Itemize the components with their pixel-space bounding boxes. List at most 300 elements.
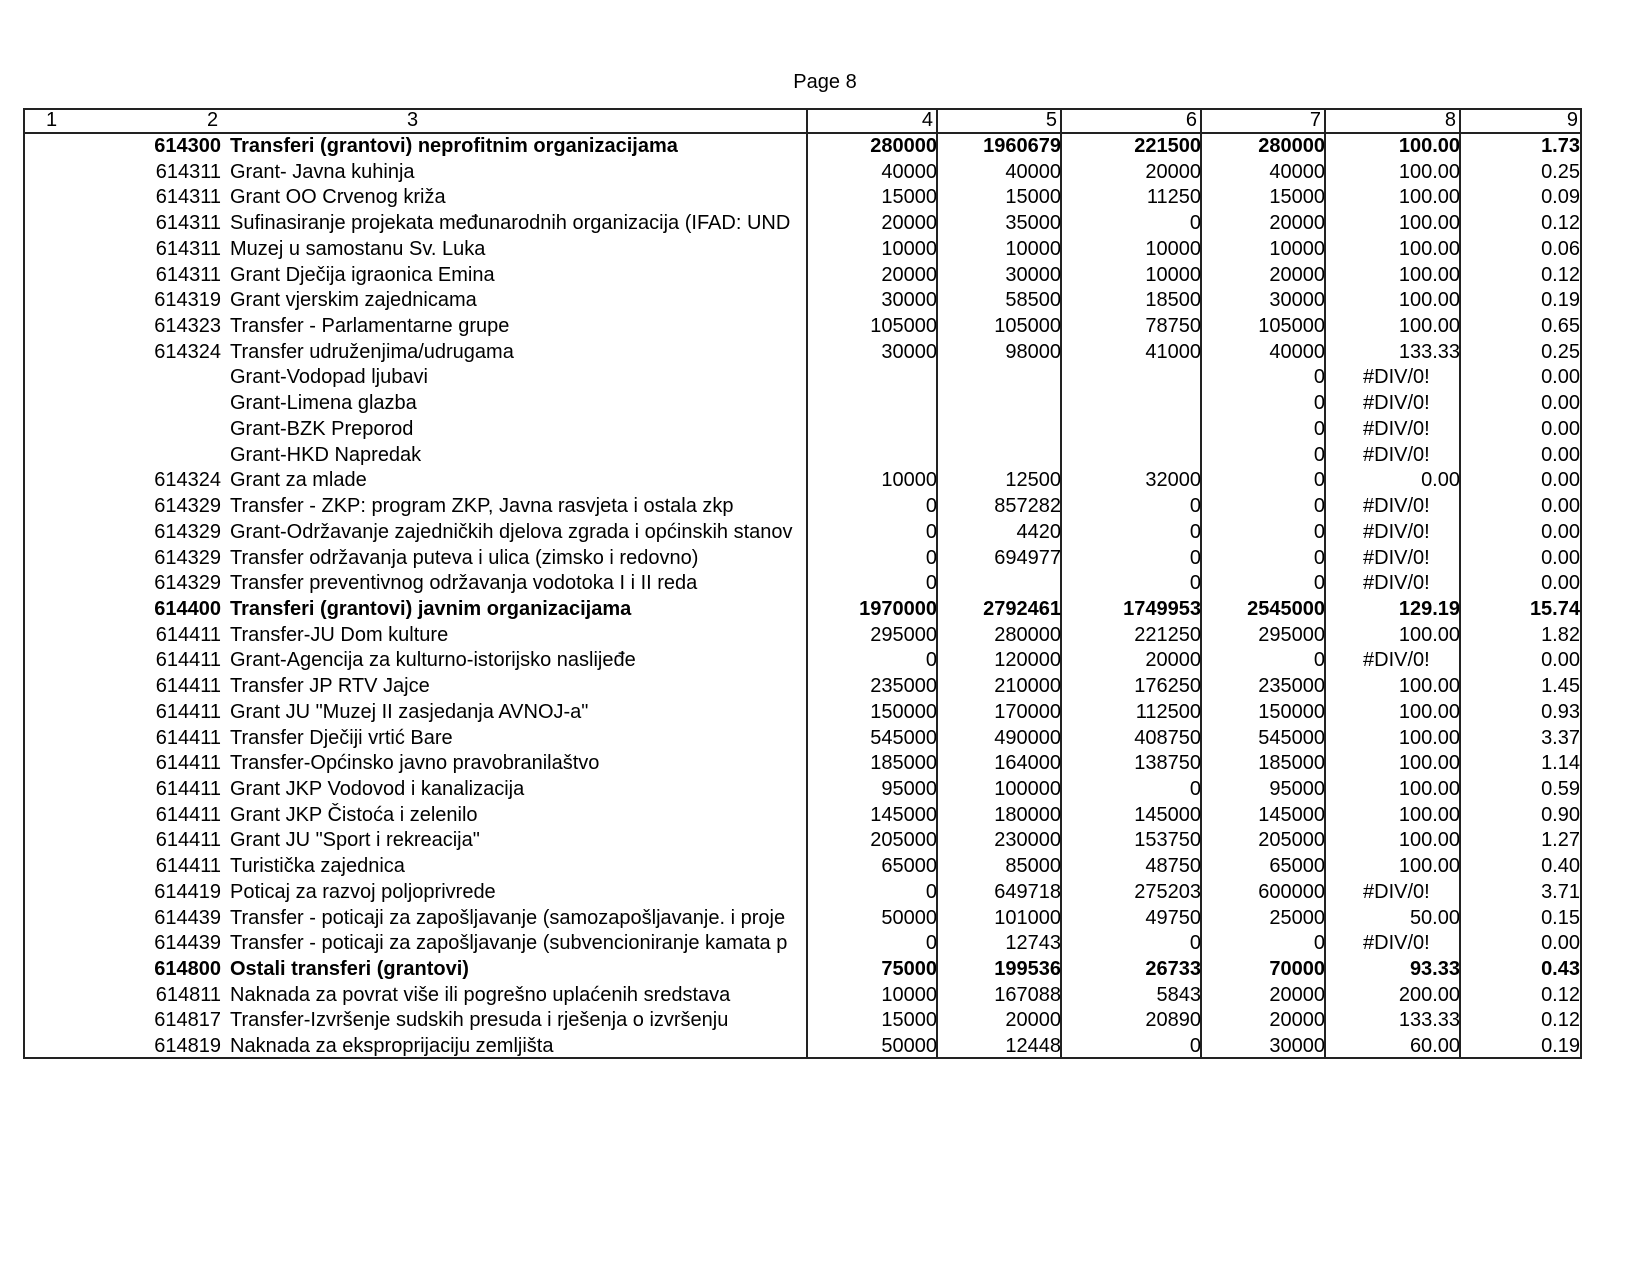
table-row xyxy=(25,263,1580,289)
col-9-value: 0.00 xyxy=(1541,649,1580,672)
col-6-value: 10000 xyxy=(1145,237,1201,260)
col-8-value: 100.00 xyxy=(1398,160,1460,183)
col-8-value: 100.00 xyxy=(1398,289,1460,312)
col-9-value: 0.00 xyxy=(1541,572,1580,595)
col-6-value: 0 xyxy=(1189,778,1201,800)
col-5-value: 10000 xyxy=(1005,237,1061,260)
account-code: 614319 xyxy=(154,289,221,312)
col-6-value: 275203 xyxy=(1134,880,1201,903)
col-5-value: 2792461 xyxy=(983,597,1061,620)
col-6-value: 1749953 xyxy=(1123,597,1201,620)
col-6-value: 10000 xyxy=(1145,263,1201,286)
col-8-value: #DIV/0! xyxy=(1363,495,1430,518)
table-row xyxy=(25,1034,1580,1060)
col-8-value: #DIV/0! xyxy=(1363,366,1430,389)
col-5-value: 30000 xyxy=(1005,263,1061,286)
col-9-value: 1.45 xyxy=(1541,675,1580,698)
table-row xyxy=(25,417,1580,443)
col-6-value: 26733 xyxy=(1145,958,1201,981)
col-4-value: 280000 xyxy=(870,135,937,157)
col-7-value: 40000 xyxy=(1269,340,1325,363)
col-4-value: 50000 xyxy=(881,1035,937,1058)
col-7-value: 95000 xyxy=(1269,778,1325,800)
col-5-value: 857282 xyxy=(994,495,1061,518)
description: Transfer - Parlamentarne grupe xyxy=(230,315,510,338)
table-row xyxy=(25,751,1580,777)
account-code: 614411 xyxy=(155,649,221,672)
description: Transfer - poticaji za zapošljavanje (samozapošljavanje. i proje xyxy=(230,906,786,929)
table-row xyxy=(25,340,1580,366)
col-4-value: 0 xyxy=(925,572,937,595)
table-row xyxy=(25,777,1580,803)
col-7-value: 30000 xyxy=(1269,289,1325,312)
account-code: 614329 xyxy=(154,572,221,595)
col-8-value: 93.33 xyxy=(1409,958,1460,981)
account-code: 614411 xyxy=(155,829,221,852)
description: Transfer preventivnog održavanja vodotoka I i II reda xyxy=(230,572,698,595)
table-row xyxy=(25,185,1580,211)
col-8-value: 60.00 xyxy=(1409,1035,1460,1058)
col-8-value: 200.00 xyxy=(1398,983,1460,1006)
account-code: 614411 xyxy=(155,623,221,646)
table-row xyxy=(25,828,1580,854)
col-4-value: 15000 xyxy=(881,1009,937,1032)
col-9-value: 0.06 xyxy=(1541,237,1580,260)
col-6-value: 221250 xyxy=(1134,623,1201,646)
col-5-value: 210000 xyxy=(994,675,1061,698)
description: Grant-Agencija za kulturno-istorijsko naslijeđe xyxy=(230,649,636,672)
col-6-value: 0 xyxy=(1189,495,1201,518)
table-row xyxy=(25,726,1580,752)
description: Grant JKP Čistoća i zelenilo xyxy=(230,803,478,826)
col-5-value: 120000 xyxy=(994,649,1061,672)
table-row xyxy=(25,854,1580,880)
col-5-value: 280000 xyxy=(994,623,1061,646)
col-4-value: 10000 xyxy=(881,983,937,1006)
col-8-value: 0.00 xyxy=(1421,469,1460,492)
account-code: 614311 xyxy=(155,160,221,183)
col-7-value: 295000 xyxy=(1258,623,1325,646)
col-4-value: 145000 xyxy=(870,803,937,826)
col-4-value: 0 xyxy=(925,520,937,543)
col-6-value: 11250 xyxy=(1146,186,1201,209)
account-code: 614329 xyxy=(154,495,221,518)
col-6-value: 41000 xyxy=(1145,340,1201,363)
col-9-value: 0.00 xyxy=(1541,443,1580,466)
col-7-value: 545000 xyxy=(1258,726,1325,749)
table-row xyxy=(25,648,1580,674)
account-code: 614419 xyxy=(154,880,221,903)
description: Grant-BZK Preporod xyxy=(230,417,414,440)
table-row xyxy=(25,571,1580,597)
col-4-value: 105000 xyxy=(870,315,937,338)
description: Ostali transferi (grantovi) xyxy=(230,958,469,981)
description: Transfer Dječiji vrtić Bare xyxy=(230,726,453,749)
table-row-subtotal xyxy=(25,597,1580,623)
col-7-value: 280000 xyxy=(1258,135,1325,157)
col-5-value: 4420 xyxy=(1016,520,1061,543)
col-5-value: 58500 xyxy=(1005,289,1061,312)
col-9-value: 0.00 xyxy=(1541,932,1580,955)
col-8-value: #DIV/0! xyxy=(1363,880,1430,903)
col-8-value: #DIV/0! xyxy=(1363,572,1430,595)
table-row xyxy=(25,494,1580,520)
header-col-7: 7 xyxy=(1309,109,1321,131)
description: Transfer održavanja puteva i ulica (zimsko i redovno) xyxy=(230,546,699,569)
col-9-value: 0.00 xyxy=(1541,546,1580,569)
description: Transfer - poticaji za zapošljavanje (subvencioniranje kamata p xyxy=(230,932,788,955)
col-7-value: 0 xyxy=(1313,366,1325,389)
col-7-value: 0 xyxy=(1313,932,1325,955)
col-8-value: 100.00 xyxy=(1398,778,1460,800)
col-7-value: 0 xyxy=(1313,520,1325,543)
col-7-value: 145000 xyxy=(1258,803,1325,826)
col-6-value: 48750 xyxy=(1145,855,1201,878)
col-4-value: 40000 xyxy=(881,160,937,183)
account-code: 614300 xyxy=(154,135,221,157)
col-8-value: 100.00 xyxy=(1398,186,1460,209)
col-4-value: 295000 xyxy=(870,623,937,646)
col-9-value: 0.12 xyxy=(1541,1009,1580,1032)
col-8-value: #DIV/0! xyxy=(1363,546,1430,569)
table-row xyxy=(25,211,1580,237)
account-code: 614323 xyxy=(154,315,221,338)
col-7-value: 70000 xyxy=(1269,958,1325,981)
col-6-value: 408750 xyxy=(1134,726,1201,749)
table-row xyxy=(25,931,1580,957)
col-8-value: 133.33 xyxy=(1398,1009,1460,1032)
description: Grant JU "Sport i rekreacija" xyxy=(230,829,480,852)
col-4-value: 0 xyxy=(925,546,937,569)
table-row xyxy=(25,237,1580,263)
col-6-value: 0 xyxy=(1189,572,1201,595)
table-row xyxy=(25,468,1580,494)
col-4-value: 30000 xyxy=(881,289,937,312)
account-code: 614311 xyxy=(155,237,221,260)
account-code: 614411 xyxy=(155,675,221,698)
account-code: 614411 xyxy=(155,803,221,826)
col-5-value: 199536 xyxy=(994,958,1061,981)
col-8-value: 129.19 xyxy=(1398,597,1460,620)
description: Grant-HKD Napredak xyxy=(230,443,422,466)
col-8-value: #DIV/0! xyxy=(1363,932,1430,955)
col-6-value: 0 xyxy=(1189,932,1201,955)
col-4-value: 545000 xyxy=(870,726,937,749)
col-8-value: 100.00 xyxy=(1398,855,1460,878)
col-5-value: 167088 xyxy=(994,983,1061,1006)
col-5-value: 12743 xyxy=(1005,932,1061,955)
account-code: 614800 xyxy=(154,958,221,981)
col-4-value: 75000 xyxy=(881,958,937,981)
col-8-value: #DIV/0! xyxy=(1363,392,1430,415)
col-7-value: 0 xyxy=(1313,392,1325,415)
col-4-value: 50000 xyxy=(881,906,937,929)
col-7-value: 65000 xyxy=(1269,855,1325,878)
col-5-value: 180000 xyxy=(994,803,1061,826)
table-row xyxy=(25,520,1580,546)
col-5-value: 12448 xyxy=(1005,1035,1061,1058)
col-9-value: 3.37 xyxy=(1541,726,1580,749)
header-col-8: 8 xyxy=(1444,109,1456,131)
table-row xyxy=(25,288,1580,314)
col-6-value: 20000 xyxy=(1145,160,1201,183)
account-code: 614411 xyxy=(155,855,221,878)
account-code: 614311 xyxy=(155,212,221,235)
col-6-value: 176250 xyxy=(1134,675,1201,698)
table-row xyxy=(25,623,1580,649)
col-9-value: 0.25 xyxy=(1541,340,1580,363)
header-col-9: 9 xyxy=(1566,109,1578,131)
table-row xyxy=(25,546,1580,572)
header-col-5: 5 xyxy=(1045,109,1057,131)
table-row xyxy=(25,803,1580,829)
table-row xyxy=(25,674,1580,700)
col-9-value: 0.12 xyxy=(1541,263,1580,286)
col-9-value: 0.12 xyxy=(1541,212,1580,235)
col-9-value: 0.00 xyxy=(1541,520,1580,543)
col-7-value: 25000 xyxy=(1269,906,1325,929)
col-7-value: 235000 xyxy=(1258,675,1325,698)
col-7-value: 20000 xyxy=(1269,212,1325,235)
description: Transfer-Općinsko javno pravobranilaštvo xyxy=(230,752,600,775)
account-code: 614817 xyxy=(154,1009,221,1032)
col-9-value: 1.14 xyxy=(1541,752,1580,775)
col-4-value: 205000 xyxy=(870,829,937,852)
col-7-value: 40000 xyxy=(1269,160,1325,183)
description: Grant OO Crvenog križa xyxy=(230,186,446,209)
col-4-value: 20000 xyxy=(881,212,937,235)
description: Muzej u samostanu Sv. Luka xyxy=(230,237,486,260)
table-row xyxy=(25,983,1580,1009)
col-4-value: 0 xyxy=(925,649,937,672)
col-5-value: 649718 xyxy=(994,880,1061,903)
account-code: 614324 xyxy=(154,340,221,363)
col-9-value: 0.00 xyxy=(1541,417,1580,440)
col-8-value: 100.00 xyxy=(1398,315,1460,338)
col-7-value: 0 xyxy=(1313,443,1325,466)
col-6-value: 138750 xyxy=(1134,752,1201,775)
col-9-value: 0.93 xyxy=(1541,700,1580,723)
col-9-value: 0.65 xyxy=(1541,315,1580,338)
col-5-value: 1960679 xyxy=(983,135,1061,157)
col-5-value: 40000 xyxy=(1005,160,1061,183)
header-col-6: 6 xyxy=(1185,109,1197,131)
col-5-value: 15000 xyxy=(1005,186,1061,209)
account-code: 614439 xyxy=(154,932,221,955)
col-9-value: 0.90 xyxy=(1541,803,1580,826)
col-7-value: 185000 xyxy=(1258,752,1325,775)
col-7-value: 20000 xyxy=(1269,983,1325,1006)
table-row xyxy=(25,160,1580,186)
table-row xyxy=(25,1008,1580,1034)
account-code: 614400 xyxy=(154,597,221,620)
col-9-value: 1.73 xyxy=(1541,135,1580,157)
account-code: 614329 xyxy=(154,520,221,543)
col-9-value: 1.82 xyxy=(1541,623,1580,646)
description: Poticaj za razvoj poljoprivrede xyxy=(230,880,496,903)
header-col-3: 3 xyxy=(407,109,419,131)
header-col-2: 2 xyxy=(207,109,219,131)
col-5-value: 101000 xyxy=(994,906,1061,929)
account-code: 614311 xyxy=(155,263,221,286)
col-5-value: 694977 xyxy=(994,546,1061,569)
table-row xyxy=(25,880,1580,906)
col-9-value: 0.00 xyxy=(1541,392,1580,415)
col-9-value: 0.19 xyxy=(1541,1035,1580,1058)
col-5-value: 170000 xyxy=(994,700,1061,723)
description: Transfer-JU Dom kulture xyxy=(230,623,449,646)
description: Turistička zajednica xyxy=(230,855,405,878)
col-8-value: 100.00 xyxy=(1398,237,1460,260)
col-4-value: 0 xyxy=(925,495,937,518)
col-9-value: 0.00 xyxy=(1541,366,1580,389)
col-9-value: 0.19 xyxy=(1541,289,1580,312)
col-9-value: 0.00 xyxy=(1541,469,1580,492)
account-code: 614811 xyxy=(155,983,221,1006)
col-9-value: 3.71 xyxy=(1541,880,1580,903)
description: Transferi (grantovi) javnim organizacijama xyxy=(230,597,632,620)
account-code: 614411 xyxy=(155,778,221,800)
page-title: Page 8 xyxy=(793,71,857,93)
col-8-value: 100.00 xyxy=(1398,752,1460,775)
col-4-value: 30000 xyxy=(881,340,937,363)
col-7-value: 105000 xyxy=(1258,315,1325,338)
col-4-value: 0 xyxy=(925,932,937,955)
col-7-value: 150000 xyxy=(1258,700,1325,723)
col-8-value: 100.00 xyxy=(1398,135,1460,157)
col-4-value: 1970000 xyxy=(859,597,937,620)
table-row xyxy=(25,314,1580,340)
table-row xyxy=(25,906,1580,932)
col-5-value: 230000 xyxy=(994,829,1061,852)
col-9-value: 0.43 xyxy=(1541,958,1580,981)
col-4-value: 150000 xyxy=(870,700,937,723)
col-8-value: 100.00 xyxy=(1398,829,1460,852)
col-5-value: 12500 xyxy=(1005,469,1061,492)
col-9-value: 0.40 xyxy=(1541,855,1580,878)
col-7-value: 0 xyxy=(1313,469,1325,492)
col-8-value: 133.33 xyxy=(1398,340,1460,363)
description: Grant JU "Muzej II zasjedanja AVNOJ-a" xyxy=(230,700,589,723)
col-9-value: 0.12 xyxy=(1541,983,1580,1006)
description: Transfer - ZKP: program ZKP, Javna rasvjeta i ostala zkp xyxy=(230,495,734,518)
col-6-value: 49750 xyxy=(1145,906,1201,929)
table-row xyxy=(25,391,1580,417)
table-row-subtotal xyxy=(25,134,1580,160)
col-6-value: 20890 xyxy=(1145,1009,1201,1032)
col-4-value: 15000 xyxy=(881,186,937,209)
col-8-value: 50.00 xyxy=(1409,906,1460,929)
account-code: 614411 xyxy=(155,700,221,723)
description: Naknada za eksproprijaciju zemljišta xyxy=(230,1035,554,1058)
description: Grant za mlade xyxy=(230,469,367,492)
col-6-value: 221500 xyxy=(1134,135,1201,157)
description: Transfer-Izvršenje sudskih presuda i rješenja o izvršenju xyxy=(230,1009,729,1032)
col-4-value: 185000 xyxy=(870,752,937,775)
col-4-value: 10000 xyxy=(881,469,937,492)
col-8-value: #DIV/0! xyxy=(1363,649,1430,672)
header-col-4: 4 xyxy=(921,109,933,131)
col-8-value: 100.00 xyxy=(1398,700,1460,723)
col-8-value: #DIV/0! xyxy=(1363,417,1430,440)
col-7-value: 20000 xyxy=(1269,1009,1325,1032)
account-code: 614311 xyxy=(155,186,221,209)
account-code: 614411 xyxy=(155,752,221,775)
description: Transfer udruženjima/udrugama xyxy=(230,340,514,363)
col-5-value: 100000 xyxy=(994,778,1061,800)
col-9-value: 0.25 xyxy=(1541,160,1580,183)
col-7-value: 20000 xyxy=(1269,263,1325,286)
col-5-value: 105000 xyxy=(994,315,1061,338)
col-5-value: 490000 xyxy=(994,726,1061,749)
col-5-value: 35000 xyxy=(1005,212,1061,235)
description: Grant-Održavanje zajedničkih djelova zgrada i općinskih stanov xyxy=(230,520,793,543)
col-9-value: 1.27 xyxy=(1541,829,1580,852)
col-7-value: 0 xyxy=(1313,546,1325,569)
description: Grant JKP Vodovod i kanalizacija xyxy=(230,778,525,800)
col-9-value: 0.00 xyxy=(1541,495,1580,518)
description: Grant-Vodopad ljubavi xyxy=(230,366,428,389)
col-6-value: 153750 xyxy=(1134,829,1201,852)
col-4-value: 235000 xyxy=(870,675,937,698)
description: Grant-Limena glazba xyxy=(230,392,417,415)
description: Transfer JP RTV Jajce xyxy=(230,675,430,698)
col-9-value: 0.59 xyxy=(1541,778,1580,800)
account-code: 614411 xyxy=(155,726,221,749)
table-row xyxy=(25,443,1580,469)
description: Naknada za povrat više ili pogrešno uplaćenih sredstava xyxy=(230,983,731,1006)
col-7-value: 10000 xyxy=(1269,237,1325,260)
col-8-value: 100.00 xyxy=(1398,675,1460,698)
col-8-value: 100.00 xyxy=(1398,623,1460,646)
col-5-value: 164000 xyxy=(994,752,1061,775)
account-code: 614439 xyxy=(154,906,221,929)
col-8-value: #DIV/0! xyxy=(1363,520,1430,543)
description: Sufinasiranje projekata međunarodnih organizacija (IFAD: UND xyxy=(230,212,791,235)
col-6-value: 0 xyxy=(1189,520,1201,543)
col-6-value: 145000 xyxy=(1134,803,1201,826)
col-8-value: #DIV/0! xyxy=(1363,443,1430,466)
col-9-value: 0.15 xyxy=(1541,906,1580,929)
col-7-value: 0 xyxy=(1313,417,1325,440)
col-4-value: 95000 xyxy=(881,778,937,800)
col-7-value: 2545000 xyxy=(1247,597,1325,620)
col-9-value: 0.09 xyxy=(1541,186,1580,209)
col-4-value: 10000 xyxy=(881,237,937,260)
col-8-value: 100.00 xyxy=(1398,212,1460,235)
col-7-value: 30000 xyxy=(1269,1035,1325,1058)
col-8-value: 100.00 xyxy=(1398,726,1460,749)
col-4-value: 20000 xyxy=(881,263,937,286)
col-9-value: 15.74 xyxy=(1529,597,1580,620)
col-6-value: 0 xyxy=(1189,546,1201,569)
col-7-value: 0 xyxy=(1313,649,1325,672)
col-6-value: 0 xyxy=(1189,212,1201,235)
col-6-value: 112500 xyxy=(1135,700,1201,723)
col-6-value: 20000 xyxy=(1145,649,1201,672)
table-row xyxy=(25,365,1580,391)
col-7-value: 205000 xyxy=(1258,829,1325,852)
description: Transferi (grantovi) neprofitnim organizacijama xyxy=(230,135,678,157)
description: Grant vjerskim zajednicama xyxy=(230,289,477,312)
col-5-value: 85000 xyxy=(1005,855,1061,878)
col-6-value: 32000 xyxy=(1145,469,1201,492)
col-6-value: 18500 xyxy=(1145,289,1201,312)
col-5-value: 98000 xyxy=(1005,340,1061,363)
table-row-subtotal xyxy=(25,957,1580,983)
account-code: 614329 xyxy=(154,546,221,569)
col-6-value: 5843 xyxy=(1156,983,1201,1006)
